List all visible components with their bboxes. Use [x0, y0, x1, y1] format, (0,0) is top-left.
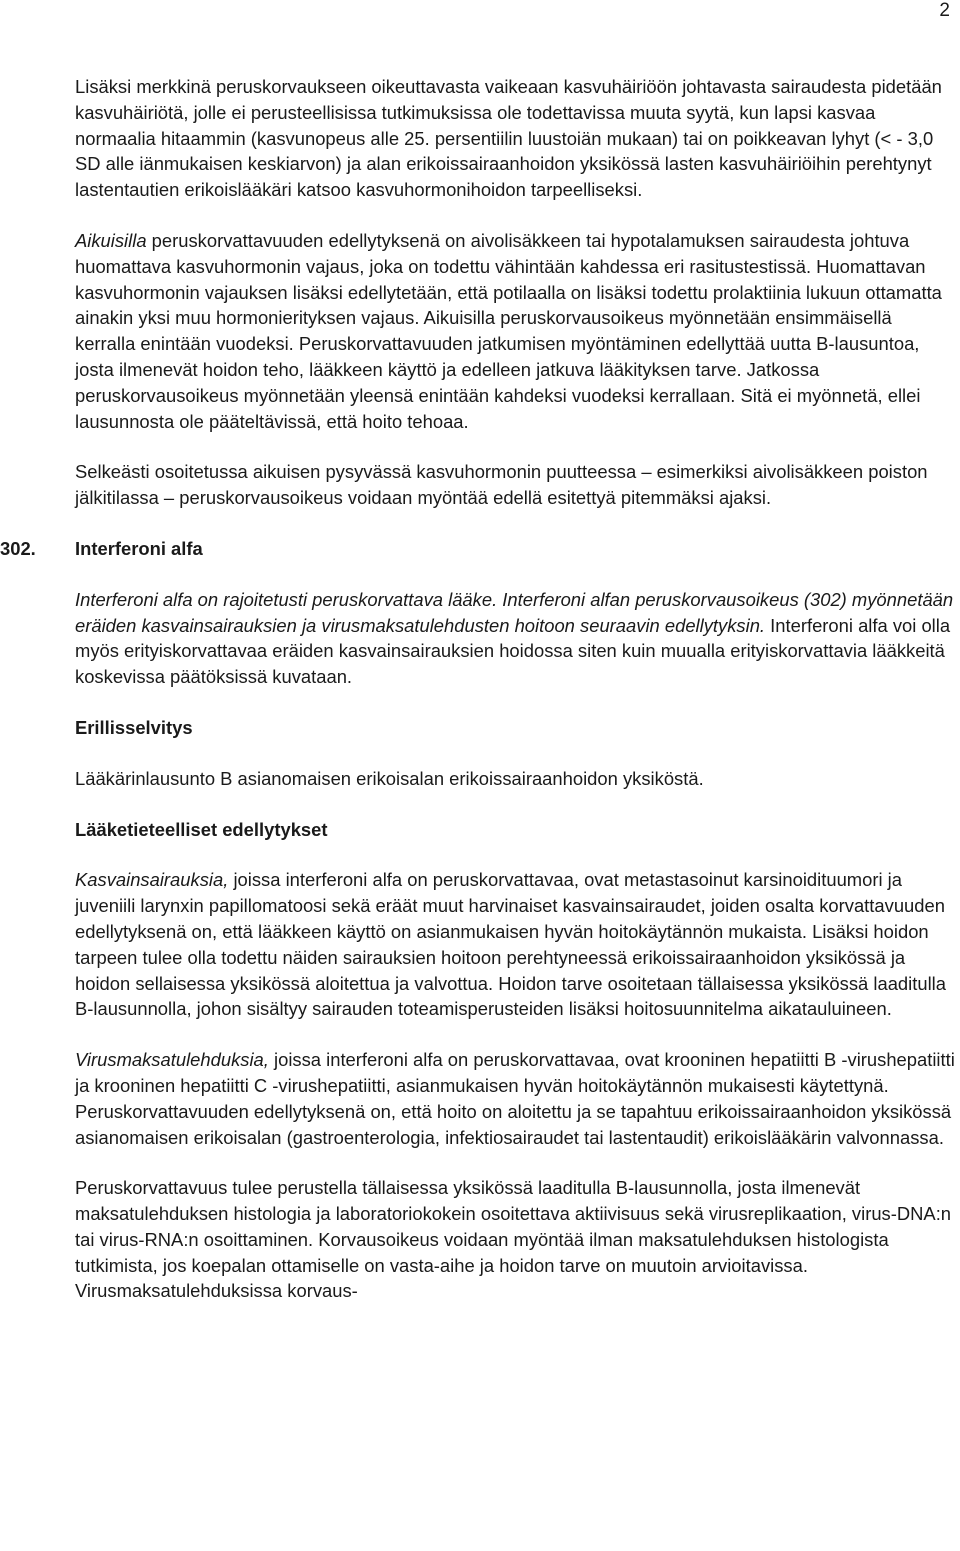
section-heading — [0, 536, 957, 562]
adults-lead: Aikuisilla — [75, 229, 147, 251]
paragraph-reimbursement-justification: Peruskorvattavuus tulee perustella tällaisessa yksikössä laaditulla B-lausunnolla, josta ilmenevät maksatulehduksen histologia ja laboratoriokokein osoitettava aktiivisuus sekä virusreplikaation, virus-DNA:n tai virus-RNA:n osoittaminen. Korvausoikeus voidaan myöntää ilman maksatulehduksen histologista tutkimista, jos koepalan ottamiselle on vasta-aihe ja hoidon tarve on muutoin arvioitavissa. Virusmaksatulehduksissa korvaus- — [75, 1177, 952, 1302]
page-number: 2 — [939, 0, 950, 21]
interferon-intro-italic: Interferoni alfa on rajoitetusti peruskorvattava lääke. Interferoni alfan peruskorvausoikeus (302) myönnetään eräiden kasvainsairauksien ja virusmaksatulehdusten hoitoon seuraavin edellytyksin. — [75, 588, 954, 636]
paragraph-adults-criteria — [75, 228, 957, 434]
paragraph-growth-disorder-children: Lisäksi merkkinä peruskorvaukseen oikeuttavasta vaikeaan kasvuhäiriöön johtavasta sairaudesta pidetään kasvuhäiriötä, jolle ei perusteellisissa tutkimuksissa ole todettavissa muuta syytä, kun lapsi kasvaa normaalia hitaammin (kasvunopeus alle 25. persentiilin luustoiän mukaan) tai on poikkeavan lyhyt (< - 3,0 SD alle iänmukaisen keskiarvon) ja alan erikoissairaanhoidon yksikössä lasten kasvuhäiriöihin perehtynyt lastentautien erikoislääkäri katsoo kasvuhormonihoidon tarpeelliseksi. — [75, 76, 942, 201]
tumors-text: joissa interferoni alfa on peruskorvattavaa, ovat metastasoinut karsinoidituumori ja juveniili larynxin papillomatoosi sekä eräät muut harvinaiset kasvainsairaudet, joiden osalta korvattavuuden edellytyksenä on, että lääkkeen käyttö on asianmukaisen hyvän hoitokäytännön mukaista. Lisäksi hoidon tarpeen tulee olla todettu näiden sairauksien hoitoon perehtyneessä erikoissairaanhoidon yksikössä ja hoidon sellaisessa yksikössä aloitettua ja valvottua. Hoidon tarve osoitetaan tällaisessa yksikössä laaditulla B-lausunnolla, johon sisältyy sairauden toteamisperusteiden lisäksi hoitosuunnitelma aikatauluineen. — [75, 869, 946, 1020]
subheading-medical-criteria: Lääketieteelliset edellytykset — [75, 818, 328, 840]
paragraph-viral-hepatitis — [75, 1047, 957, 1150]
section-title: Interferoni alfa — [75, 537, 203, 559]
adults-text: peruskorvattavuuden edellytyksenä on aivolisäkkeen tai hypotalamuksen sairaudesta johtuva huomattava kasvuhormonin vajaus, joka on todettu vähintään kahdessa eri rasitustestissä. Huomattavan kasvuhormonin vajauksen lisäksi edellytetään, että potilaalla on lisäksi todettu prolaktiinia lukuun ottamatta ainakin yksi muu hormonierityksen vajaus. Aikuisilla peruskorvausoikeus myönnetään ensimmäisellä kerralla enintään vuodeksi. Peruskorvattavuuden jatkumisen myöntäminen edellyttää uutta B-lausuntoa, josta ilmenevät hoidon teho, lääkkeen käyttö ja edelleen jatkuva lääkityksen tarve. Jatkossa peruskorvausoikeus myönnetään yleensä enintään kahdeksi vuodeksi kerrallaan. Sitä ei myönnetä, ellei lausunnosta ole pääteltävissä, että hoito tehoaa. — [75, 229, 942, 432]
paragraph-interferon-intro — [75, 587, 957, 690]
section-number: 302. — [0, 537, 36, 559]
tumors-lead: Kasvainsairauksia, — [75, 869, 229, 891]
paragraph-tumor-diseases — [75, 867, 957, 1022]
subheading-erillisselvitys: Erillisselvitys — [75, 716, 193, 738]
paragraph-erillisselvitys: Lääkärinlausunto B asianomaisen erikoisalan erikoissairaanhoidon yksiköstä. — [75, 767, 704, 789]
hepatitis-lead: Virusmaksatulehduksia, — [75, 1049, 269, 1071]
document-body — [0, 74, 957, 1329]
paragraph-permanent-deficiency: Selkeästi osoitetussa aikuisen pysyvässä kasvuhormonin puutteessa – esimerkiksi aivolisäkkeen poiston jälkitilassa – peruskorvausoikeus voidaan myöntää edellä esitettyä pitemmäksi ajaksi. — [75, 461, 928, 509]
hepatitis-text: joissa interferoni alfa on peruskorvattavaa, ovat krooninen hepatiitti B -virushepatiitti ja krooninen hepatiitti C -virushepatiitti, asianmukaisen hyvän hoitokäytännön mukaisesti käytettynä. Peruskorvattavuuden edellytyksenä on, että hoito on aloitettu ja se tapahtuu erikoissairaanhoidon yksikössä asianomaisen erikoisalan (gastroenterologia, infektiosairaudet tai lastentaudit) erikoislääkärin valvonnassa. — [75, 1049, 955, 1148]
interferon-intro-text: Interferoni alfa voi olla myös erityiskorvattavaa eräiden kasvainsairauksien hoidossa siten kuin muualla erityiskorvattavia lääkkeitä koskevissa päätöksissä kuvataan. — [75, 614, 951, 688]
